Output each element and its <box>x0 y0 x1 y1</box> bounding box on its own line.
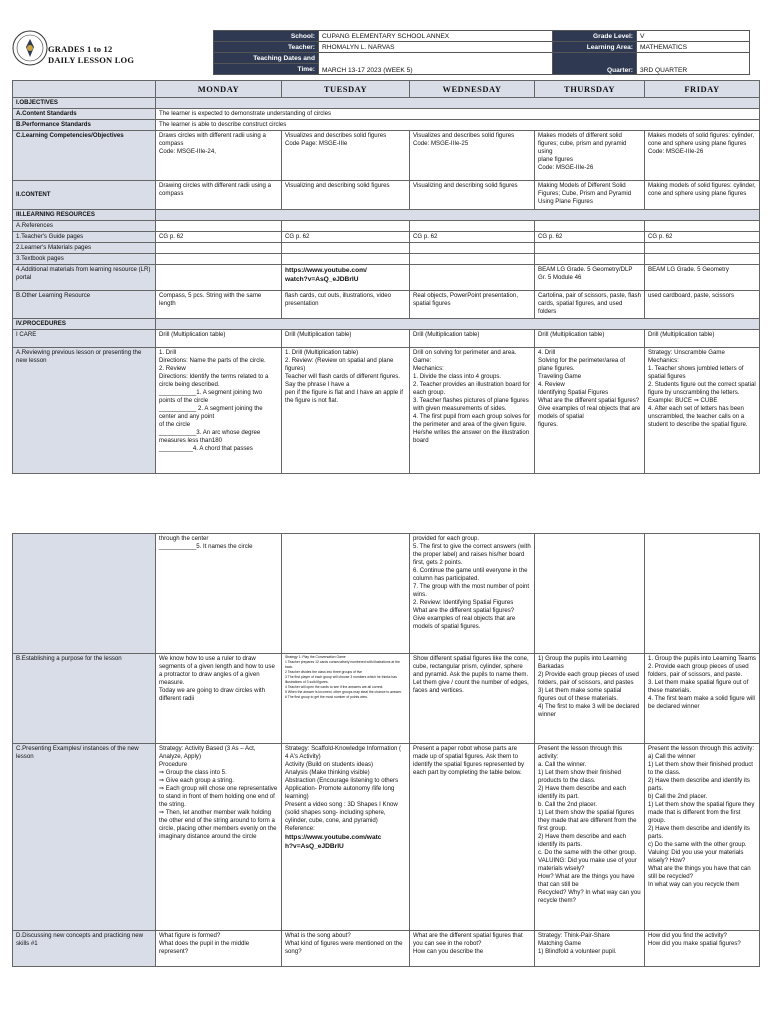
quarter-label: Quarter: <box>553 53 637 75</box>
presenting-tuesday-link[interactable]: https://www.youtube.com/watc h?v=AsQ_eJDBrIU <box>285 834 382 850</box>
competencies-thursday: Makes models of different solid figures; cube, prism and pyramid using plane figures Code: MSGE-IIIe-26 <box>535 131 645 181</box>
reviewing-thursday: 4. Drill Solving for the perimeter/area of plane figures. Traveling Game 4. Review Identifying Spatial Figures What are the different spatial figures? Give examples of real objects that are models of spatial figures. <box>535 348 645 474</box>
dates-label-1: Teaching Dates and <box>214 53 319 64</box>
textbook-monday <box>156 254 282 265</box>
area-label: Learning Area: <box>553 42 637 53</box>
discussing-friday: How did you find the activity? How did you make spatial figures? <box>645 931 760 967</box>
title-line-1: GRADES 1 to 12 <box>48 44 113 54</box>
discussing-tuesday: What is the song about? What kind of figures were mentioned on the song? <box>282 931 410 967</box>
presenting-tuesday-text: Strategy: Scaffold-Knowledge Information ( 4 A's Activity) Activity (Build on students ideas) Analysis (Make thinking visible) Abstraction (Encourage listening to others Application- Promote autonomy /life long learning) Present a video song : 3D Shapes I Know (solid shapes song- including sphere, cylinder, cube, cone, and pyramid) Reference: <box>285 745 402 832</box>
day-monday: MONDAY <box>156 81 282 98</box>
textbook-thursday <box>535 254 645 265</box>
content-label: II.CONTENT <box>13 181 156 210</box>
discussing-thursday: Strategy: Think-Pair-Share Matching Game 1) Blindfold a volunteer pupil. <box>535 931 645 967</box>
learners-materials-monday <box>156 243 282 254</box>
establishing-wednesday: Show different spatial figures like the cone, cube, rectangular prism, cylinder, sphere and pyramid. Ask the pupils to name them. Let them give / count the number of edges, faces and vertices. <box>410 654 535 744</box>
presenting-thursday: Present the lesson through this activity: a. Call the winner. 1) Let them show their finished products to the class. 2) Have them describe and each identify its part. b. Call the 2nd placer. 1) Let them show the spatial figures they made that are different from the first group. 2) Have them describe and each identify its parts. c. Do the same with the other group. VALUING: Did you make use of your materials wisely? How? What are the things you have that can still be Recycled? Why? In what way can you recycle them? <box>535 744 645 931</box>
performance-standards-text: The learner is able to describe construct circles <box>156 120 760 131</box>
establishing-tuesday: Strategy 1: Play the Conversation Game 1 Teacher prepares 12 cards consecutively numbered with illustrations at the back. 2 Teacher divides the class into three groups of five 3 The first player of each group will choose 3 numbers which he thinks has illustrations of 3 solid figures. 4 Teacher will open the cards to see if the answers are all correct. 5 When the answer is incorrect, other groups may steal the chance to answer. 6 The first group to get the most number of points wins. <box>282 654 410 744</box>
presenting-wednesday: Present a paper robot whose parts are made up of spatial figures. Ask them to identify the spatial figures represented by each part by completing the table below. <box>410 744 535 931</box>
other-resources-tuesday: flash cards, cut outs, illustrations, video presentation <box>282 291 410 319</box>
deped-seal-icon <box>12 30 48 66</box>
reviewing-cont-thursday <box>535 534 645 654</box>
references-friday <box>645 221 760 232</box>
school-label: School: <box>214 31 319 42</box>
icare-wednesday: Drill (Multiplication table) <box>410 330 535 348</box>
establishing-friday: 1. Group the pupils into Learning Teams 2. Provide each group pieces of used folders, pair of scissors, and paste. 3. Let them make spatial figure out of these materials. 4. The first team make a solid figure will be declared winner <box>645 654 760 744</box>
learning-resources-fill <box>156 210 760 221</box>
teachers-guide-tuesday: CG p. 62 <box>282 232 410 243</box>
content-wednesday: Visualizing and describing solid figures <box>410 181 535 210</box>
content-monday: Drawing circles with different radii using a compass <box>156 181 282 210</box>
icare-label: I CARE <box>13 330 156 348</box>
learners-materials-thursday <box>535 243 645 254</box>
textbook-tuesday <box>282 254 410 265</box>
reviewing-cont-tuesday <box>282 534 410 654</box>
day-tuesday: TUESDAY <box>282 81 410 98</box>
presenting-tuesday <box>282 744 410 931</box>
reviewing-cont-wednesday: provided for each group. 5. The first to give the correct answers (with the proper label) and raises his/her board first, gets 2 points. 6. Continue the game until everyone in the column has participated. 7. The group with the most number of point wins. 2. Review: Identifying Spatial Figures What are the different spatial figures? Give examples of real objects that are models of spatial figures. <box>410 534 535 654</box>
additional-tuesday-link[interactable]: https://www.youtube.com/ watch?v=AsQ_eJDBrIU <box>282 265 410 291</box>
procedures-fill <box>156 319 760 330</box>
teachers-guide-friday: CG p. 62 <box>645 232 760 243</box>
other-resources-label: B.Other Learning Resource <box>13 291 156 319</box>
content-thursday: Making Models of Different Solid Figures; Cube, Prism and Pyramid Using Plane Figures <box>535 181 645 210</box>
other-resources-thursday: Cartolina, pair of scissors, paste, flash cards, spatial figures, and used folders <box>535 291 645 319</box>
textbook-friday <box>645 254 760 265</box>
learning-resources-label: III.LEARNING RESOURCES <box>13 210 156 221</box>
objectives-fill <box>156 98 760 109</box>
establishing-thursday: 1) Group the pupils into Learning Barkadas 2) Provide each group pieces of used folders, pair of scissors, and pastes 3) Let them make some spatial figures out of these materials. 4) The first to make 3 will be declared winner <box>535 654 645 744</box>
references-wednesday <box>410 221 535 232</box>
lesson-log-table <box>12 80 760 474</box>
competencies-tuesday: Visualizes and describes solid figures Code Page: MSGE-IIIe <box>282 131 410 181</box>
day-wednesday: WEDNESDAY <box>410 81 535 98</box>
teachers-guide-thursday: CG p. 62 <box>535 232 645 243</box>
quarter-value: 3RD QUARTER <box>637 53 750 75</box>
establishing-monday: We know how to use a ruler to draw segments of a given length and how to use a protractor to draw angles of a given measure. Today we are going to draw circles with different radii <box>156 654 282 744</box>
procedures-label: IV.PROCEDURES <box>13 319 156 330</box>
learners-materials-tuesday <box>282 243 410 254</box>
other-resources-monday: Compass, 5 pcs. String with the same length <box>156 291 282 319</box>
references-monday <box>156 221 282 232</box>
presenting-friday: Present the lesson through this activity: a) Call the winner 1) Let them show their finished product to the class. 2) Have them describe and identify its parts. b) Call the 2nd placer. 1) Let them show the spatial figure they made that is different from the first group. 2) Have them describe and identify its parts. c) Do the same with the other group. Valuing: Did you use your materials wisely? How? What are the things you have that can still be recycled? In what way can you recycle them <box>645 744 760 931</box>
lesson-log-table-continued <box>12 533 760 967</box>
additional-friday: BEAM LG Grade. 5 Geometry <box>645 265 760 291</box>
presenting-label: C.Presenting Examples/ instances of the new lesson <box>13 744 156 931</box>
competencies-friday: Makes models of solid figures: cylinder, cone and sphere using plane figures Code: MSGE-IIIe-26 <box>645 131 760 181</box>
teachers-guide-label: 1.Teacher's Guide pages <box>13 232 156 243</box>
textbook-wednesday <box>410 254 535 265</box>
content-standards-text: The learner is expected to demonstrate understanding of circles <box>156 109 760 120</box>
content-tuesday: Visualizing and describing solid figures <box>282 181 410 210</box>
reviewing-tuesday: 1. Drill (Multiplication table) 2. Review: (Review on spatial and plane figures) Teacher will flash cards of different figures. Say the phrase I have a pen if the figure is flat and I have an apple if the figure is not flat. <box>282 348 410 474</box>
page-1 <box>12 30 759 474</box>
document-title <box>48 44 134 66</box>
reviewing-label: A.Reviewing previous lesson or presenting the new lesson <box>13 348 156 474</box>
learners-materials-friday <box>645 243 760 254</box>
teacher-label: Teacher: <box>214 42 319 53</box>
discussing-label: D.Discussing new concepts and practicing new skills #1 <box>13 931 156 967</box>
additional-thursday: BEAM LG Grade. 5 Geometry/DLP Gr. 5 Module 46 <box>535 265 645 291</box>
reviewing-friday: Strategy: Unscramble Game Mechanics: 1. Teacher shows jumbled letters of spatial figures 2. Students figure out the correct spatial figure by unscrambling the letters. Example: BUCE ⇒ CUBE 4. After each set of letters has been unscrambled, the teacher calls on a student to describe the spatial figure. <box>645 348 760 474</box>
discussing-monday: What figure is formed? What does the pupil in the middle represent? <box>156 931 282 967</box>
objectives-label: I.OBJECTIVES <box>13 98 156 109</box>
grade-value: V <box>637 31 750 42</box>
school-value: CUPANG ELEMENTARY SCHOOL ANNEX <box>319 31 553 42</box>
teachers-guide-wednesday: CG p. 62 <box>410 232 535 243</box>
header-info-table <box>213 30 750 75</box>
title-line-2: DAILY LESSON LOG <box>48 55 135 65</box>
reviewing-cont-monday: through the center ___________5. It names the circle <box>156 534 282 654</box>
day-friday: FRIDAY <box>645 81 760 98</box>
dates-label-2: Time: <box>214 64 319 75</box>
reviewing-monday: 1. Drill Directions: Name the parts of the circle. 2. Review Directions: Identify the terms related to a circle being described. ___________1. A segment joining two points of the circle ___________ 2. A segment joining the center and any point of the circle ___________3. An arc whose degree measures less than180 __________4. A chord that passes <box>156 348 282 474</box>
references-thursday <box>535 221 645 232</box>
additional-wednesday <box>410 265 535 291</box>
icare-friday: Drill (Multiplication table) <box>645 330 760 348</box>
learners-materials-wednesday <box>410 243 535 254</box>
other-resources-wednesday: Real objects, PowerPoint presentation, spatial figures <box>410 291 535 319</box>
additional-monday <box>156 265 282 291</box>
day-thursday: THURSDAY <box>535 81 645 98</box>
reviewing-cont-label <box>13 534 156 654</box>
grade-label: Grade Level: <box>553 31 637 42</box>
competencies-monday: Draws circles with different radii using a compass Code: MSGE-IIIe-24, <box>156 131 282 181</box>
content-friday: Making models of solid figures: cylinder, cone and sphere using plane figures <box>645 181 760 210</box>
icare-tuesday: Drill (Multiplication table) <box>282 330 410 348</box>
dates-value: MARCH 13-17 2023 (WEEK 5) <box>319 53 553 75</box>
discussing-wednesday: What are the different spatial figures that you can see in the robot? How can you describe the <box>410 931 535 967</box>
presenting-monday: Strategy: Activity Based (3 As – Act, Analyze, Apply) Procedure ⇒ Group the class into 5. ⇒ Give each group a string. ⇒ Each group will chose one representative to stand in front of them holding one end of the string. ⇒ Then, let another member walk holding the other end of the string around to form a circle, placing other members evenly on the imaginary distance around the circle <box>156 744 282 931</box>
icare-thursday: Drill (Multiplication table) <box>535 330 645 348</box>
performance-standards-label: B.Performance Standards <box>13 120 156 131</box>
teachers-guide-monday: CG p. 62 <box>156 232 282 243</box>
reviewing-cont-friday <box>645 534 760 654</box>
establishing-label: B.Establishing a purpose for the lesson <box>13 654 156 744</box>
other-resources-friday: used cardboard, paste, scissors <box>645 291 760 319</box>
references-tuesday <box>282 221 410 232</box>
teacher-value: RHOMALYN L. NARVAS <box>319 42 553 53</box>
competencies-wednesday: Visualizes and describes solid figures Code: MSGE-IIIe-25 <box>410 131 535 181</box>
icare-monday: Drill (Multiplication table) <box>156 330 282 348</box>
learners-materials-label: 2.Learner's Materials pages <box>13 243 156 254</box>
reviewing-wednesday: Drill on solving for perimeter and area. Game: Mechanics: 1. Divide the class into 4 groups. 2. Teacher provides an illustration board for each group. 3. Teacher flashes pictures of plane figures with given measurements of sides. 4. The first pupil from each group solves for the perimeter and area of the given figure. He/she writes the answer on the illustration board <box>410 348 535 474</box>
textbook-label: 3.Textbook pages <box>13 254 156 265</box>
area-value: MATHEMATICS <box>637 42 750 53</box>
competencies-label: C.Learning Competencies/Objectives <box>13 131 156 181</box>
header <box>12 30 759 74</box>
content-standards-label: A.Content Standards <box>13 109 156 120</box>
page-2 <box>12 533 759 967</box>
additional-materials-label: 4.Additional materials from learning resource (LR) portal <box>13 265 156 291</box>
references-label: A.References <box>13 221 156 232</box>
corner-cell <box>13 81 156 98</box>
